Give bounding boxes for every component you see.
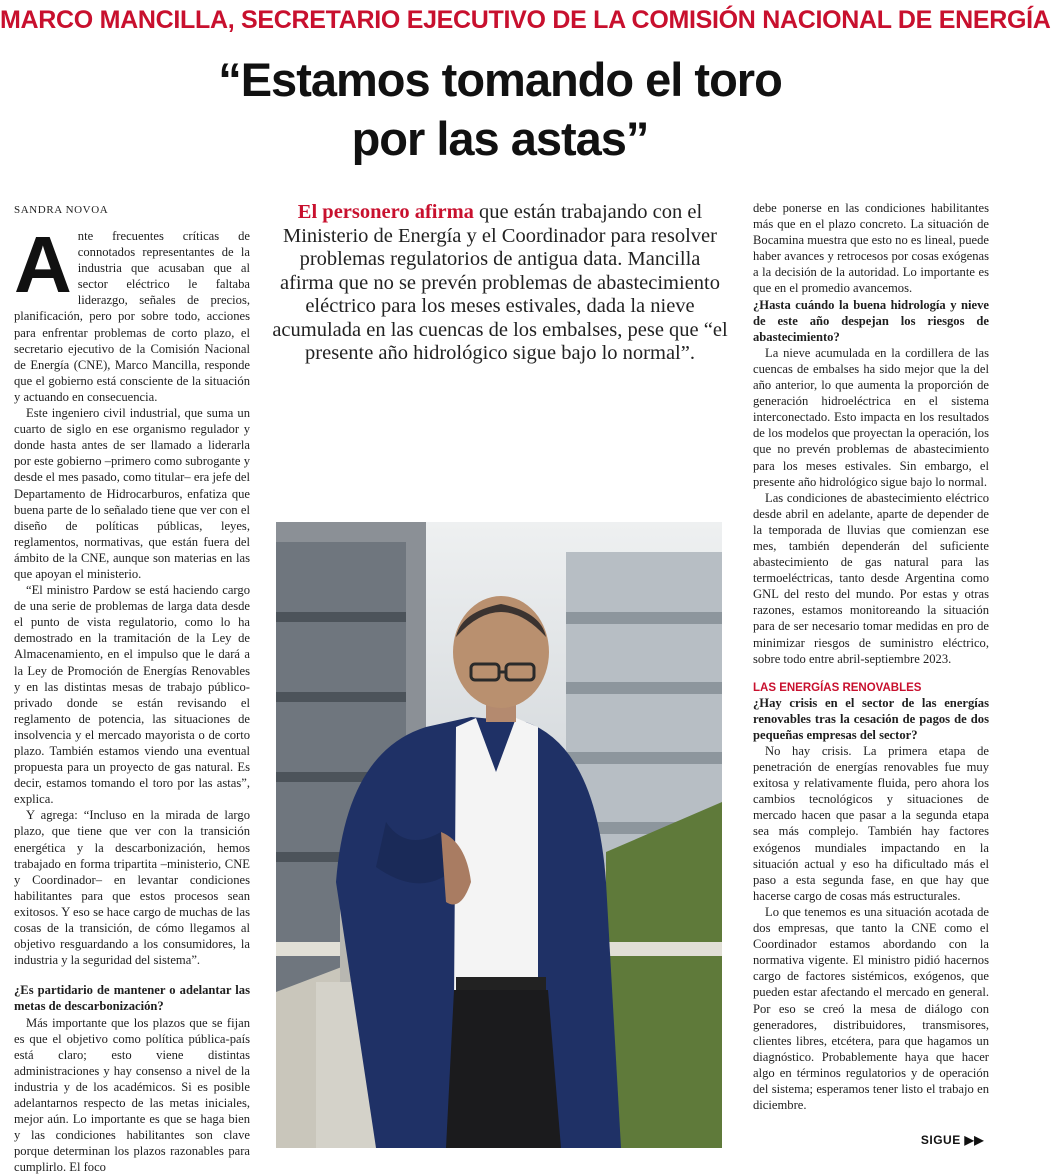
headline (0, 50, 1000, 168)
byline: SANDRA NOVOA (14, 204, 108, 216)
paragraph: Este ingeniero civil industrial, que suma un cuarto de siglo en ese organismo regulador y donde hasta antes de ser llamado a liderarla por este gobierno –primero como subrogante y desde el mes pasado, como titular– era jefe del Departamento de Hidrocarburos, enfatiza que buena parte de lo señalado tiene que ver con el diseño de políticas públicas, leyes, reglamentos, normativas, que están fuera del ámbito de la CNE, aunque son materias en las que apoyan el ministerio. (14, 405, 250, 582)
portrait-photo (276, 522, 722, 1148)
lead-text: que están trabajando con el Ministerio de Energía y el Coordinador para resolver problemas regulatorios de antigua data. Mancilla afirma que no se prevén problemas de abastecimiento eléctrico para los meses estivales, dada la nieve acumulada en las cuencas de los embalses, pese que “el presente año hidrológico sigue bajo lo normal”. (272, 201, 727, 364)
portrait-illustration (276, 522, 722, 1148)
paragraph: Las condiciones de abastecimiento eléctrico desde abril en adelante, aparte de depender de la temporada de lluvias que comienzan ese mes, también dependerán del suficiente abastecimiento de gas natural para las termoeléctricas, tanto desde Argentina como GNL del resto del mundo. Por estas y otras razones, estamos monitoreando la situación para de ser necesario tomar medidas en pro de minimizar riesgos de suministro eléctrico, sobre todo entre abril-septiembre 2023. (753, 490, 989, 667)
column-right (753, 200, 989, 1142)
paragraph: “El ministro Pardow se está haciendo cargo de una serie de problemas de larga data desde el punto de vista regulatorio, como lo ha demostrado en la tramitación de la Ley de Almacenamiento, en el impulso que le dará a la Ley de Promoción de Energías Renovables y en las distintas mesas de trabajo público-privado donde se están revisando el reglamento de potencia, las situaciones de insolvencia y el mercado mayorista o de corto plazo. También estamos viendo una eventual propuesta para un proyecto de gas natural. Es decir, estamos tomando el toro por las astas”, explica. (14, 582, 250, 807)
paragraph: Lo que tenemos es una situación acotada de dos empresas, que tanto la CNE como el Coordinador estamos abordando con la normativa vigente. El ministro pidió hacernos cargo de factores sistémicos, exógenos, que pueden estar afectando el mercado en general. Por eso se creó la mesa de diálogo con generadores, distribuidores, transmisores, clientes libres, etcétera, para que hagamos un diagnóstico. Probablemente haya que hacer algo en términos regulatorios y de operación del sistema; esperamos tener listo el trabajo en diciembre. (753, 904, 989, 1113)
section-subhead: LAS ENERGÍAS RENOVABLES (753, 681, 989, 695)
lead-paragraph (272, 201, 728, 366)
paragraph: debe ponerse en las condiciones habilitantes más que en el plazo concreto. La situación de Bocamina muestra que esto no es lineal, puede haber avances y retrocesos por cosas exógenas a la decisión de la autoridad. Lo importante es que en el promedio avancemos. (753, 200, 989, 297)
lead-highlight: El personero afirma (298, 201, 474, 223)
paragraph: Y agrega: “Incluso en la mirada de largo plazo, que tiene que ver con la transición energética y la descarbonización, hemos trabajado en forma tripartita –ministerio, CNE y Coordinador– en levantar condiciones habilitantes para que estos procesos sean exitosos. Y eso se hace cargo de muchas de las cosas de la transición, de cómo llegamos al objetivo resguardando a los consumidores, la industria y la seguridad del sistema”. (14, 807, 250, 968)
headline-line-2: por las astas” (0, 109, 1000, 168)
paragraph: Más importante que los plazos que se fijan es que el objetivo como política pública-país está claro; esto viene distintas administraciones y hay consenso a nivel de la industria y de los académicos. Si es posible adelantarnos respecto de las metas iniciales, mejor aún. Lo importante es que se haga bien y las condiciones habilitantes son clave porque determinan los plazos razonables para cumplirlo. El foco (14, 1015, 250, 1175)
paragraph: La nieve acumulada en la cordillera de las cuencas de embalses ha sido mejor que la del año anterior, lo que aumenta la proporción de generación hidroeléctrica en el sistema interconectado. Esto impacta en los resultados de los modelos que proyectan la operación, los que no prevén problemas de abastecimiento para los meses estivales. Sin embargo, el presente año hidrológico sigue bajo lo normal. (753, 345, 989, 490)
drop-cap: A (14, 234, 72, 296)
paragraph: nte frecuentes críticas de connotados representantes de la industria que acusaban que al sector eléctrico le faltaba liderazgo, señales de precios, planificación, pero por sobre todo, acciones para enfrentar problemas de corto plazo, el secretario ejecutivo de la Comisión Nacional de Energía (CNE), Marco Mancilla, responde que el gobierno está consciente de la situación y actuando en consecuencia. (14, 228, 250, 405)
interview-question: ¿Es partidario de mantener o adelantar las metas de descarbonización? (14, 982, 250, 1014)
interview-question: ¿Hasta cuándo la buena hidrología y nieve de este año despejan los riesgos de abastecimiento? (753, 297, 989, 345)
headline-line-1: “Estamos tomando el toro (0, 50, 1000, 109)
paragraph: No hay crisis. La primera etapa de penetración de energías renovables fue muy exitosa y relativamente fluida, pero ahora los cambios tecnológicos y situaciones de mercado hacen que pasar a la segunda etapa sea más complejo. También hay factores exógenos mundiales impactando en la situación actual y eso ha dificultado más el paso a esta segunda fase, en que hay que hacerse cargo de cosas más estructurales. (753, 743, 989, 904)
column-left (14, 228, 250, 1150)
continue-marker: SIGUE ▶▶ (921, 1133, 984, 1147)
kicker: MARCO MANCILLA, SECRETARIO EJECUTIVO DE LA COMISIÓN NACIONAL DE ENERGÍA (0, 6, 1000, 35)
interview-question: ¿Hay crisis en el sector de las energías renovables tras la cesación de pagos de dos pequeñas empresas del sector? (753, 695, 989, 743)
